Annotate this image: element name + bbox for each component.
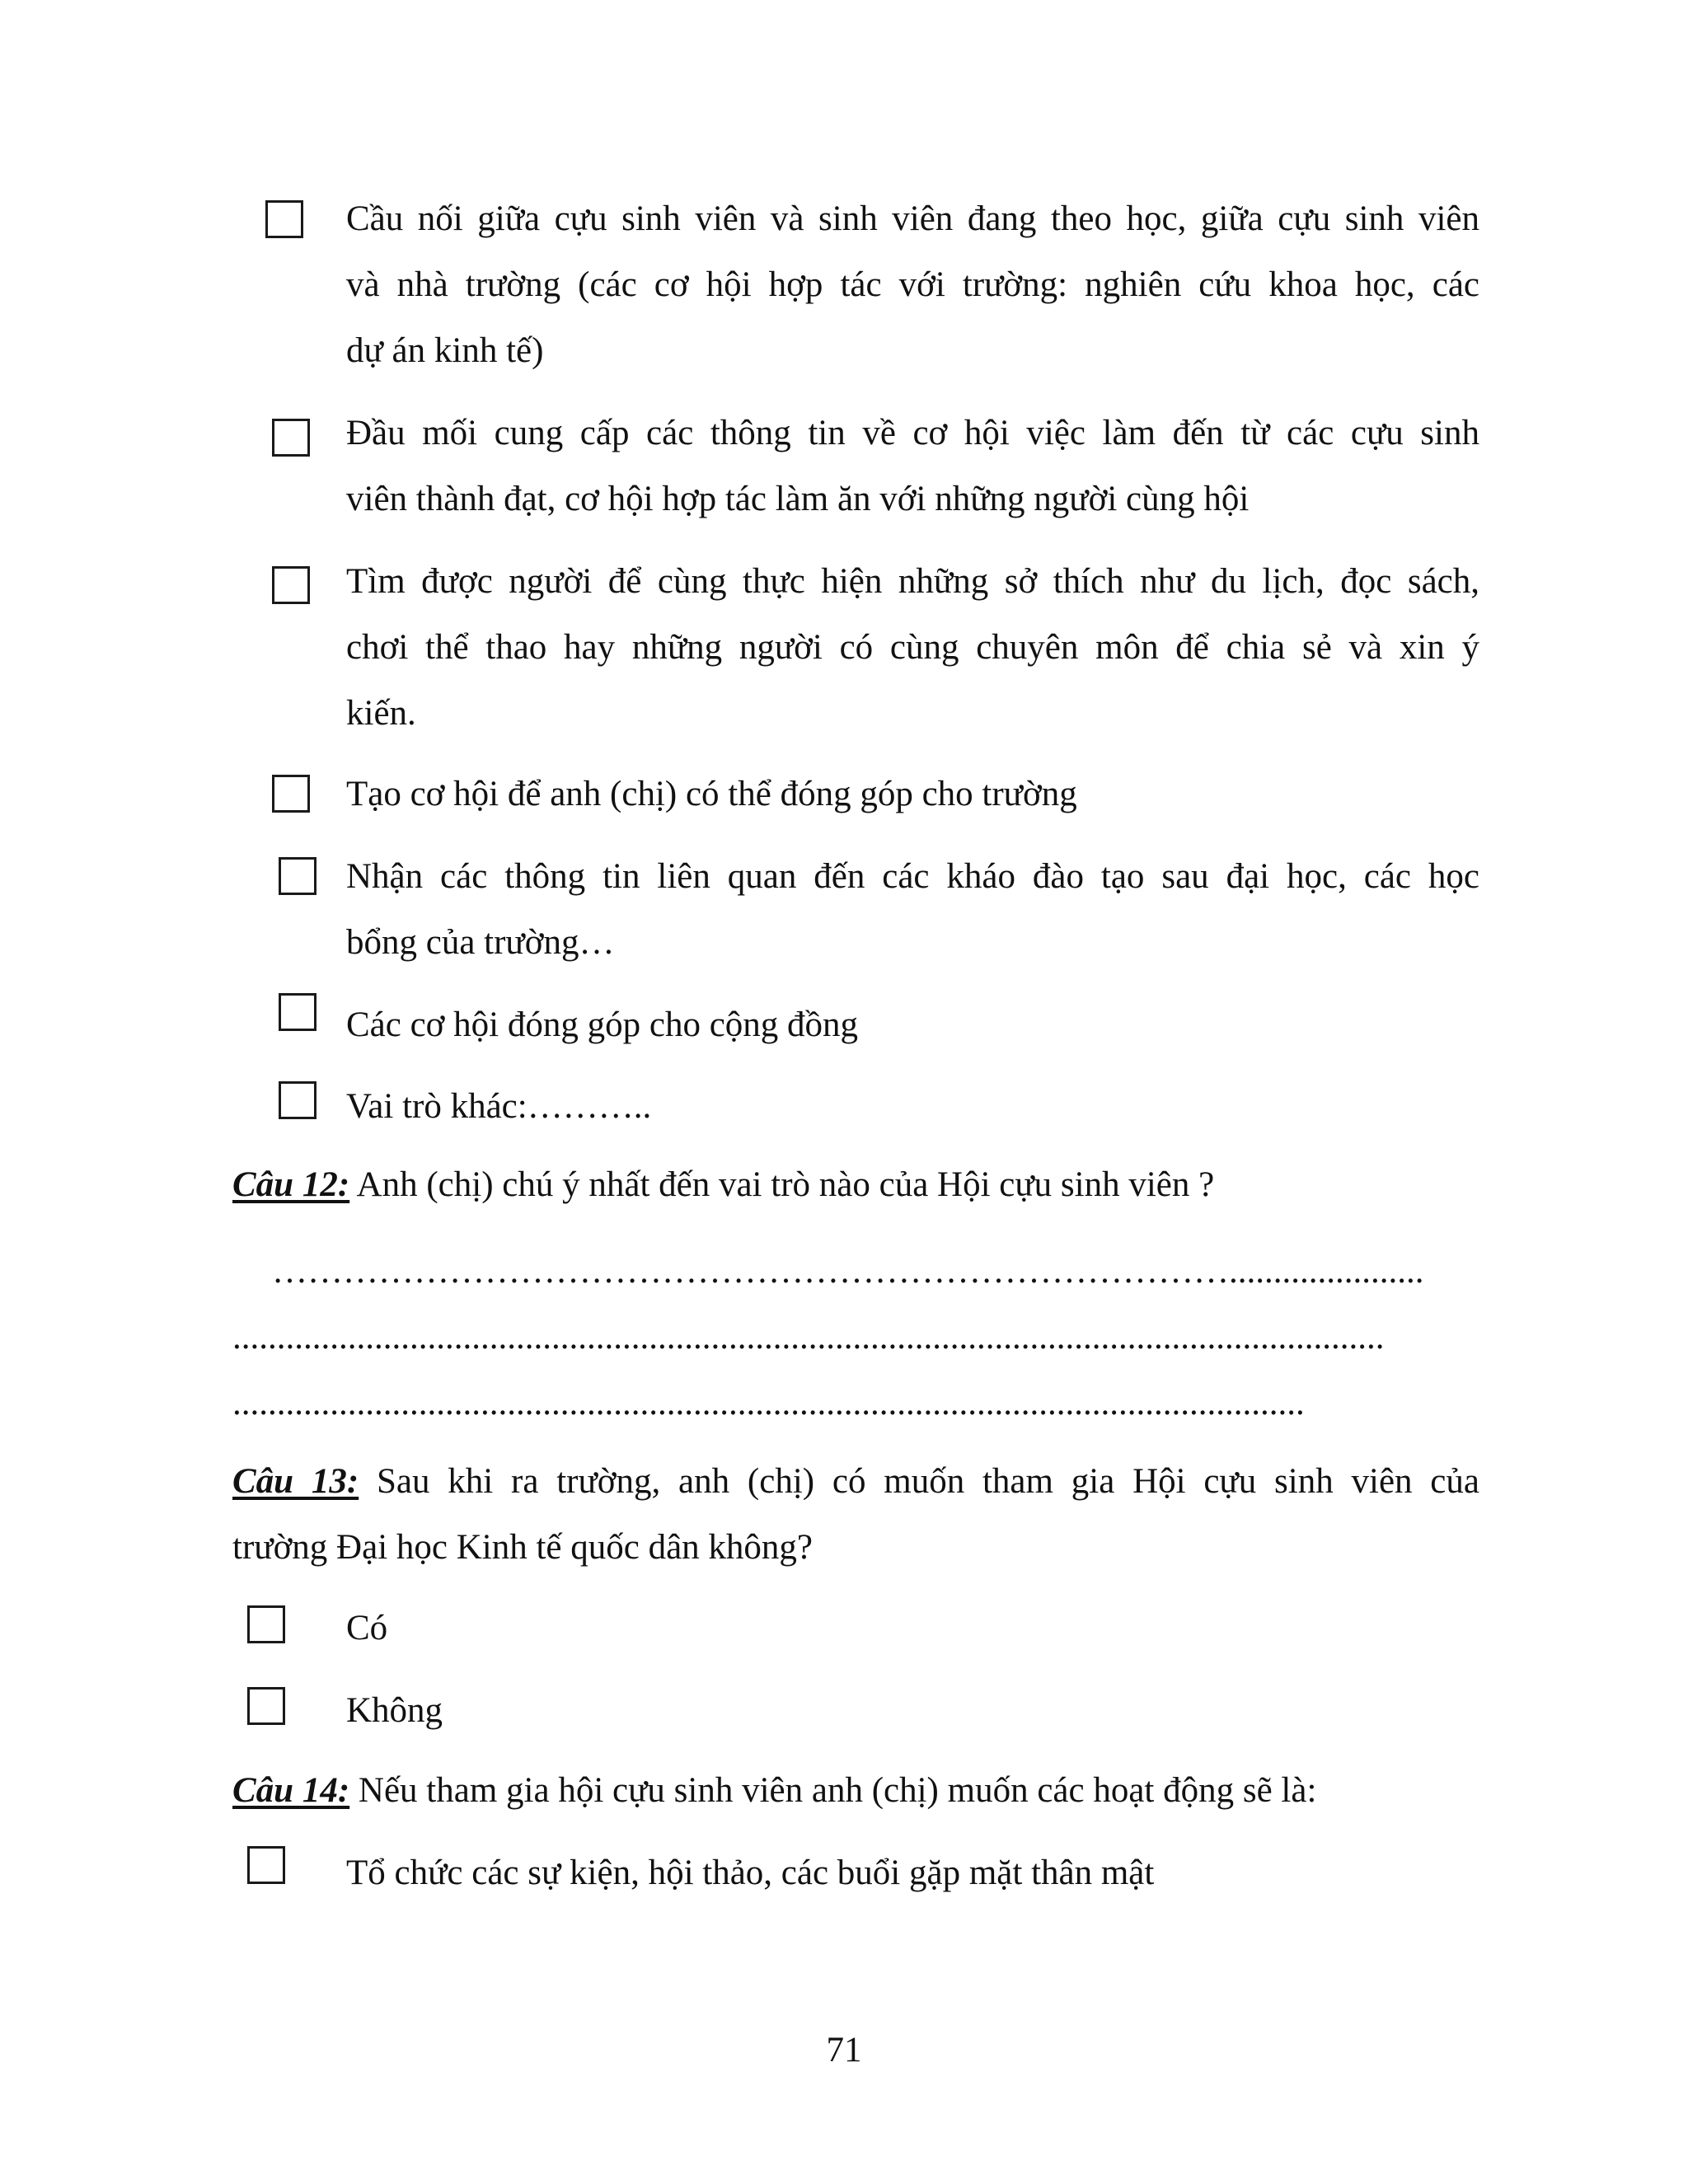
question-14 [232, 1768, 1479, 1814]
option-text-line: Vai trò khác:……….. [346, 1087, 652, 1126]
option-text-line: Tạo cơ hội để anh (chị) có thể đóng góp cho trường [346, 775, 1077, 813]
option-text-line: Tìm được người để cùng thực hiện những sở thích như du lịch, đọc sách, [346, 562, 1479, 601]
question-12 [232, 1162, 1479, 1208]
question-label: Câu 13: [232, 1462, 359, 1501]
question-label: Câu 14: [232, 1771, 350, 1810]
option-text-line: bổng của trường… [346, 923, 615, 962]
answer-line[interactable]: .................................................................................................................................. [232, 1318, 1385, 1357]
checkbox[interactable] [279, 857, 316, 895]
option-text-line: Không [346, 1691, 443, 1730]
question-text: Anh (chị) chú ý nhất đến vai trò nào của Hội cựu sinh viên ? [349, 1165, 1215, 1204]
checkbox[interactable] [247, 1846, 285, 1884]
answer-line[interactable]: ………………………………………………………………………...................... [272, 1252, 1424, 1291]
option-text-line: Tổ chức các sự kiện, hội thảo, các buổi gặp mặt thân mật [346, 1854, 1155, 1892]
question-label: Câu 12: [232, 1165, 350, 1204]
page-number: 71 [826, 2031, 862, 2069]
checkbox[interactable] [265, 200, 303, 238]
checkbox[interactable] [272, 775, 310, 813]
option-text-line: Các cơ hội đóng góp cho cộng đồng [346, 1005, 859, 1044]
checkbox[interactable] [272, 419, 310, 457]
option-text-line: Cầu nối giữa cựu sinh viên và sinh viên đang theo học, giữa cựu sinh viên [346, 199, 1479, 238]
option-text-line: chơi thể thao hay những người có cùng chuyên môn để chia sẻ và xin ý [346, 628, 1479, 667]
option-text-line: viên thành đạt, cơ hội hợp tác làm ăn với những người cùng hội [346, 480, 1250, 518]
checkbox[interactable] [247, 1687, 285, 1725]
answer-line[interactable]: ......................................................................................................................... [232, 1384, 1305, 1422]
question-text: Sau khi ra trường, anh (chị) có muốn tham gia Hội cựu sinh viên của [359, 1462, 1479, 1501]
option-text-line: và nhà trường (các cơ hội hợp tác với trường: nghiên cứu khoa học, các [346, 265, 1479, 304]
option-text-line: Đầu mối cung cấp các thông tin về cơ hội việc làm đến từ các cựu sinh [346, 414, 1479, 452]
checkbox[interactable] [279, 993, 316, 1031]
question-13-line-2: trường Đại học Kinh tế quốc dân không? [232, 1528, 814, 1567]
option-text-line: kiến. [346, 694, 416, 733]
option-text-line: Có [346, 1609, 388, 1647]
option-text-line: dự án kinh tế) [346, 331, 544, 370]
checkbox[interactable] [279, 1081, 316, 1119]
checkbox[interactable] [272, 566, 310, 604]
option-text-line: Nhận các thông tin liên quan đến các kháo đào tạo sau đại học, các học [346, 857, 1479, 896]
question-text: Nếu tham gia hội cựu sinh viên anh (chị) muốn các hoạt động sẽ là: [349, 1771, 1317, 1810]
checkbox[interactable] [247, 1605, 285, 1643]
question-13 [232, 1459, 1479, 1505]
